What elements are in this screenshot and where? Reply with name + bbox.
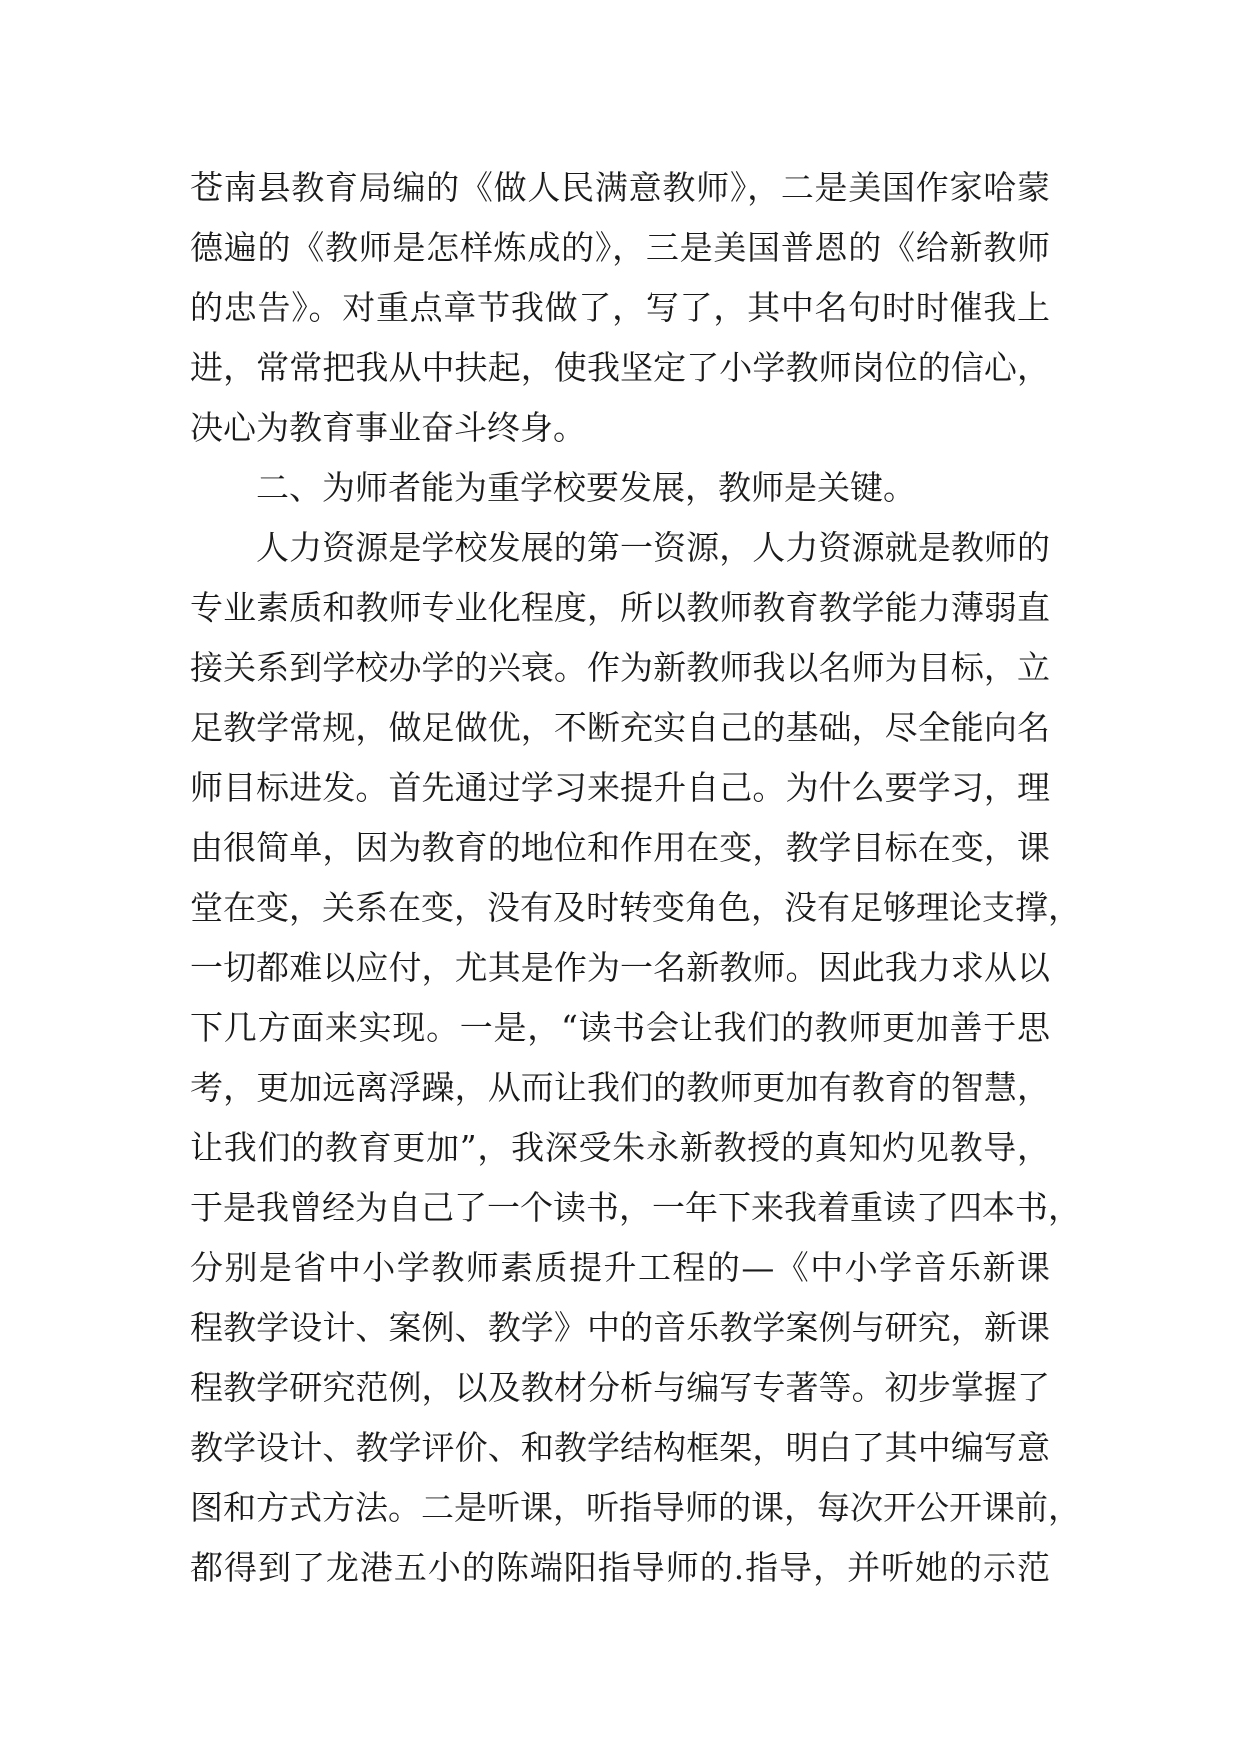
text-line: 决心为教育事业奋斗终身。 [190,408,586,447]
body-text [190,158,1081,1598]
text-line: 图和方式方法。二是听课，听指导师的课，每次开公开课前， [190,1488,1081,1527]
text-line: 由很简单，因为教育的地位和作用在变，教学目标在变，课 [190,828,1050,867]
text-line: 足教学常规，做足做优，不断充实自己的基础，尽全能向名 [190,708,1050,747]
text-line: 人力资源是学校发展的第一资源，人力资源就是教师的 [256,528,1050,567]
text-line: 于是我曾经为自己了一个读书，一年下来我着重读了四本书， [190,1188,1081,1227]
text-line: 的忠告》。对重点章节我做了，写了，其中名句时时催我上 [190,288,1050,327]
text-line: 都得到了龙港五小的陈端阳指导师的.指导，并听她的示范 [190,1548,1050,1587]
text-line: 考，更加远离浮躁，从而让我们的教师更加有教育的智慧， [190,1068,1050,1107]
text-line: 让我们的教育更加”，我深受朱永新教授的真知灼见教导， [190,1128,1050,1167]
text-line: 专业素质和教师专业化程度，所以教师教育教学能力薄弱直 [190,588,1050,627]
text-line: 进，常常把我从中扶起，使我坚定了小学教师岗位的信心， [190,348,1050,387]
text-line: 师目标进发。首先通过学习来提升自己。为什么要学习，理 [190,768,1050,807]
text-line: 分别是省中小学教师素质提升工程的—《中小学音乐新课 [190,1248,1050,1287]
text-line: 苍南县教育局编的《做人民满意教师》，二是美国作家哈蒙 [190,168,1050,207]
text-line: 接关系到学校办学的兴衰。作为新教师我以名师为目标，立 [190,648,1050,687]
text-line: 二、为师者能为重学校要发展，教师是关键。 [256,468,916,507]
text-line: 一切都难以应付，尤其是作为一名新教师。因此我力求从以 [190,948,1050,987]
text-line: 程教学研究范例，以及教材分析与编写专著等。初步掌握了 [190,1368,1050,1407]
text-line: 德遍的《教师是怎样炼成的》，三是美国普恩的《给新教师 [190,228,1050,267]
text-line: 堂在变，关系在变，没有及时转变角色，没有足够理论支撑， [190,888,1081,927]
text-line: 程教学设计、案例、教学》中的音乐教学案例与研究，新课 [190,1308,1050,1347]
text-line: 下几方面来实现。一是，“读书会让我们的教师更加善于思 [190,1008,1050,1047]
text-line: 教学设计、教学评价、和教学结构框架，明白了其中编写意 [190,1428,1050,1467]
